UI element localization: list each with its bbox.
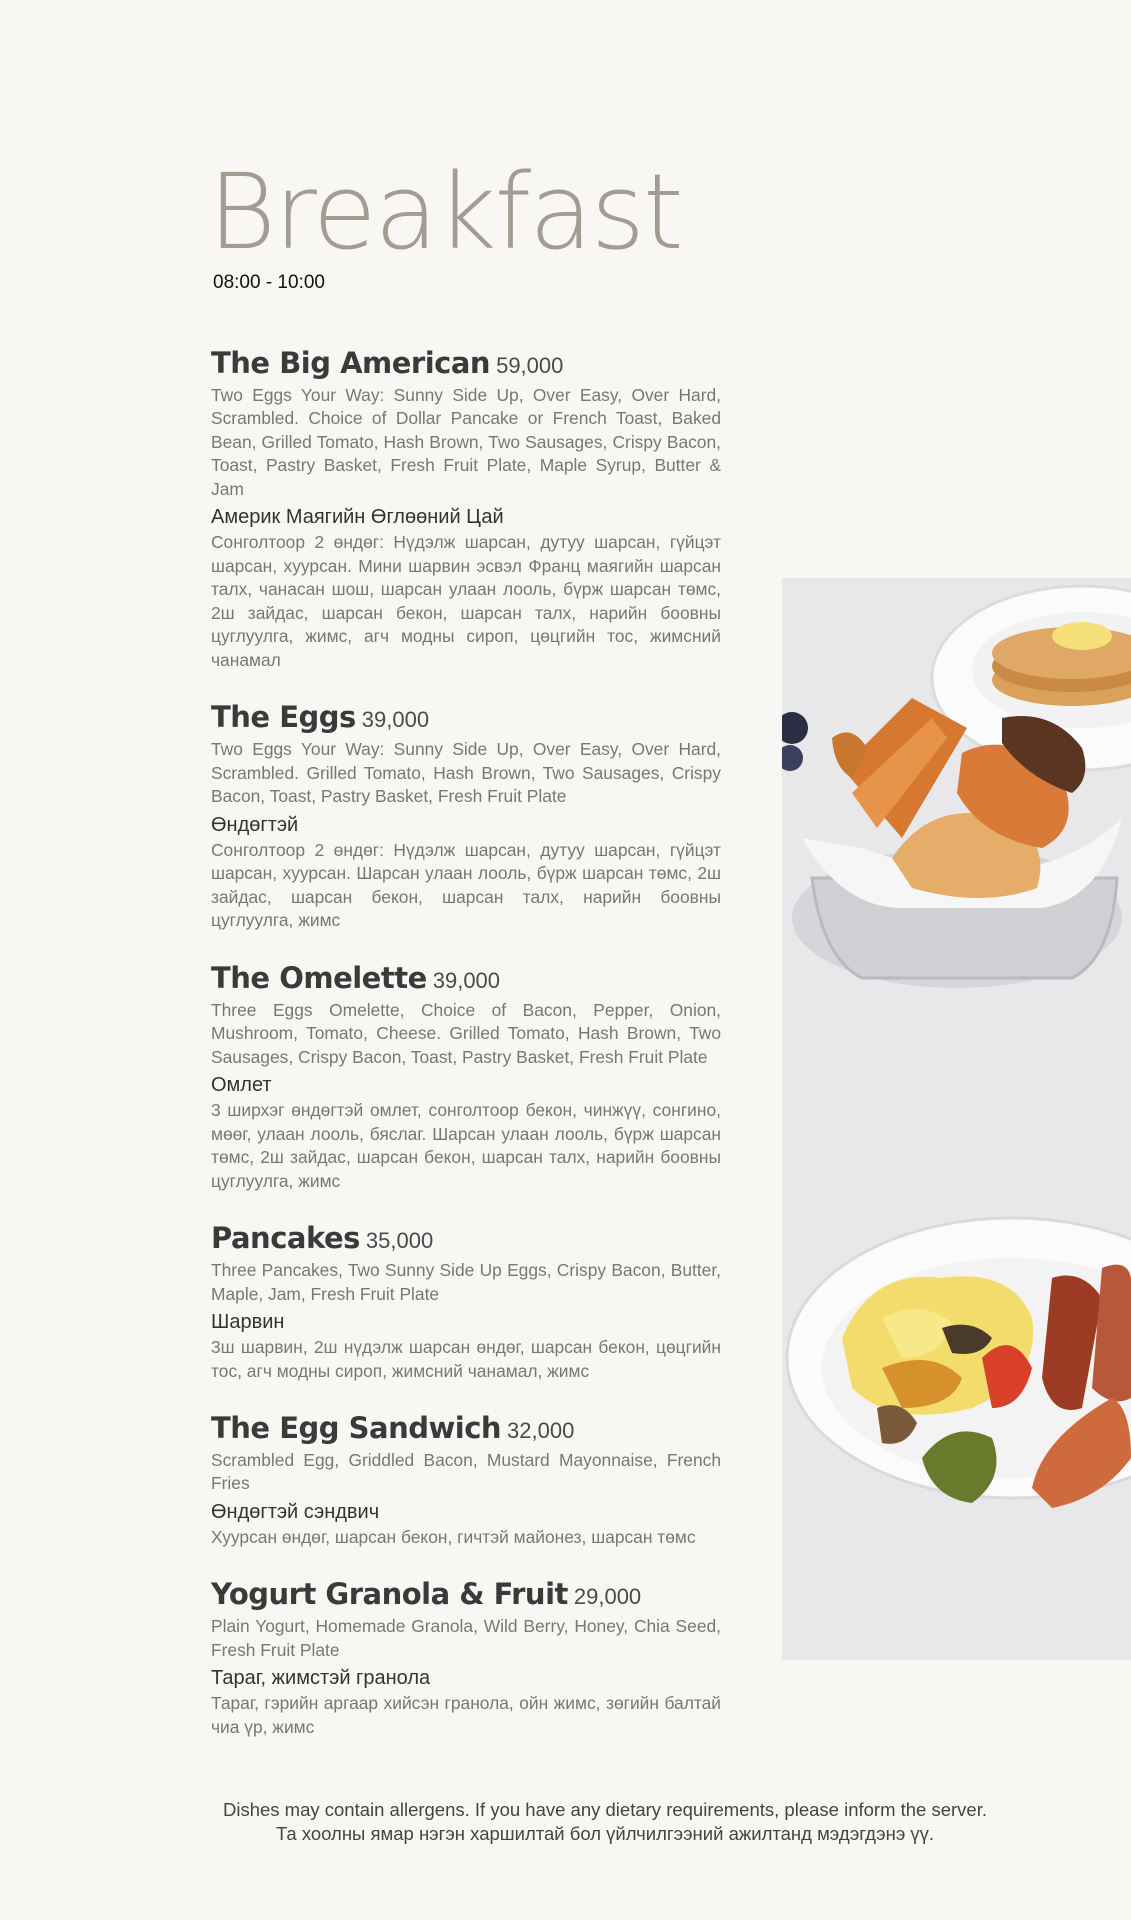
item-name: Yogurt Granola & Fruit: [211, 1577, 568, 1612]
item-description-mn: 3ш шарвин, 2ш нүдэлж шарсан өндөг, шарсан бекон, цөцгийн тос, агч модны сироп, жимсний чанамал, жимс: [211, 1337, 721, 1381]
item-price: 32,000: [507, 1418, 575, 1444]
item-subtitle-mn: Тараг, жимстэй гранола: [211, 1667, 431, 1690]
item-description-mn: Сонголтоор 2 өндөг: Нүдэлж шарсан, дутуу шарсан, гүйцэт шарсан, хуурсан. Мини шарвин эсвэл Франц маягийн шарсан талх, чанасан шош, шарсан улаан лооль, бүрж шарсан төмс, 2ш зайдас, шарсан бекон, шарсан талх, нарийн боовны цуглуулга, жимс, агч модны сироп, цөцгийн тос, жимсний чанамал: [211, 532, 721, 670]
item-description: Three Eggs Omelette, Choice of Bacon, Pepper, Onion, Mushroom, Tomato, Cheese. Grilled Tomato, Hash Brown, Two Sausages, Crispy Bacon, Toast, Pastry Basket, Fresh Fruit Plate: [211, 999, 721, 1067]
breakfast-illustration: [782, 578, 1131, 1660]
item-name: The Omelette: [211, 960, 427, 995]
menu-item: [211, 1223, 721, 1383]
breakfast-photo: [782, 578, 1131, 1660]
item-subtitle-mn: Омлет: [211, 1074, 272, 1097]
item-description-mn: Тараг, гэрийн аргаар хийсэн гранола, ойн жимс, зөгийн балтай чиа үр, жимс: [211, 1693, 721, 1737]
item-price: 39,000: [432, 967, 501, 993]
allergen-notice: [180, 1798, 1030, 1846]
item-description: Three Pancakes, Two Sunny Side Up Eggs, Crispy Bacon, Butter, Maple, Jam, Fresh Fruit Plate: [211, 1260, 721, 1304]
item-description: Two Eggs Your Way: Sunny Side Up, Over Easy, Over Hard, Scrambled. Grilled Tomato, Hash Brown, Two Sausages, Crispy Bacon, Toast, Pastry Basket, Fresh Fruit Plate: [211, 739, 721, 807]
item-name: The Egg Sandwich: [211, 1411, 502, 1446]
menu-list: [211, 348, 721, 1769]
item-name: The Big American: [211, 346, 491, 380]
item-price: 39,000: [361, 707, 430, 733]
item-name: Pancakes: [211, 1221, 360, 1256]
item-description: Scrambled Egg, Griddled Bacon, Mustard Mayonnaise, French Fries: [211, 1449, 721, 1494]
item-name: The Eggs: [211, 700, 356, 735]
allergen-notice-mn: Та хоолны ямар нэгэн харшилтай бол үйлчилгээний ажилтанд мэдэгдэнэ үү.: [275, 1823, 935, 1844]
menu-item: [211, 960, 721, 1193]
menu-item: [211, 702, 721, 932]
page-title: Breakfast: [208, 151, 682, 273]
item-price: 29,000: [573, 1584, 642, 1610]
item-subtitle-mn: Өндөгтэй сэндвич: [211, 1500, 380, 1523]
menu-item: [211, 1413, 721, 1549]
item-description: Two Eggs Your Way: Sunny Side Up, Over Easy, Over Hard, Scrambled. Choice of Dollar Pancake or French Toast, Baked Bean, Grilled Tomato, Hash Brown, Two Sausages, Crispy Bacon, Toast, Pastry Basket, Fresh Fruit Plate, Maple Syrup, Butter & Jam: [211, 384, 721, 499]
item-subtitle-mn: Америк Маягийн Өглөөний Цай: [211, 506, 504, 529]
service-hours: 08:00 - 10:00: [213, 272, 325, 293]
item-price: 35,000: [365, 1228, 434, 1254]
item-subtitle-mn: Өндөгтэй: [211, 813, 299, 836]
allergen-notice-en: Dishes may contain allergens. If you have any dietary requirements, please inform the server.: [222, 1799, 988, 1820]
item-description: Plain Yogurt, Homemade Granola, Wild Berry, Honey, Chia Seed, Fresh Fruit Plate: [211, 1616, 721, 1660]
item-subtitle-mn: Шарвин: [211, 1311, 285, 1334]
item-description-mn: 3 ширхэг өндөгтэй омлет, сонголтоор бекон, чинжүү, сонгино, мөөг, улаан лооль, бяслаг. Шарсан улаан лооль, бүрж шарсан төмс, 2ш зайдас, шарсан бекон, шарсан талх, нарийн боовны цуглуулга, жимс: [211, 1100, 721, 1191]
menu-item: [211, 348, 721, 672]
menu-item: [211, 1579, 721, 1739]
item-price: 59,000: [496, 353, 564, 378]
item-description-mn: Хуурсан өндөг, шарсан бекон, гичтэй майонез, шарсан төмс: [211, 1526, 696, 1547]
item-description-mn: Сонголтоор 2 өндөг: Нүдэлж шарсан, дутуу шарсан, гүйцэт шарсан, хуурсан. Шарсан улаан лооль, бүрж шарсан төмс, 2ш зайдас, шарсан бекон, шарсан талх, нарийн боовны цуглуулга, жимс: [211, 839, 721, 931]
